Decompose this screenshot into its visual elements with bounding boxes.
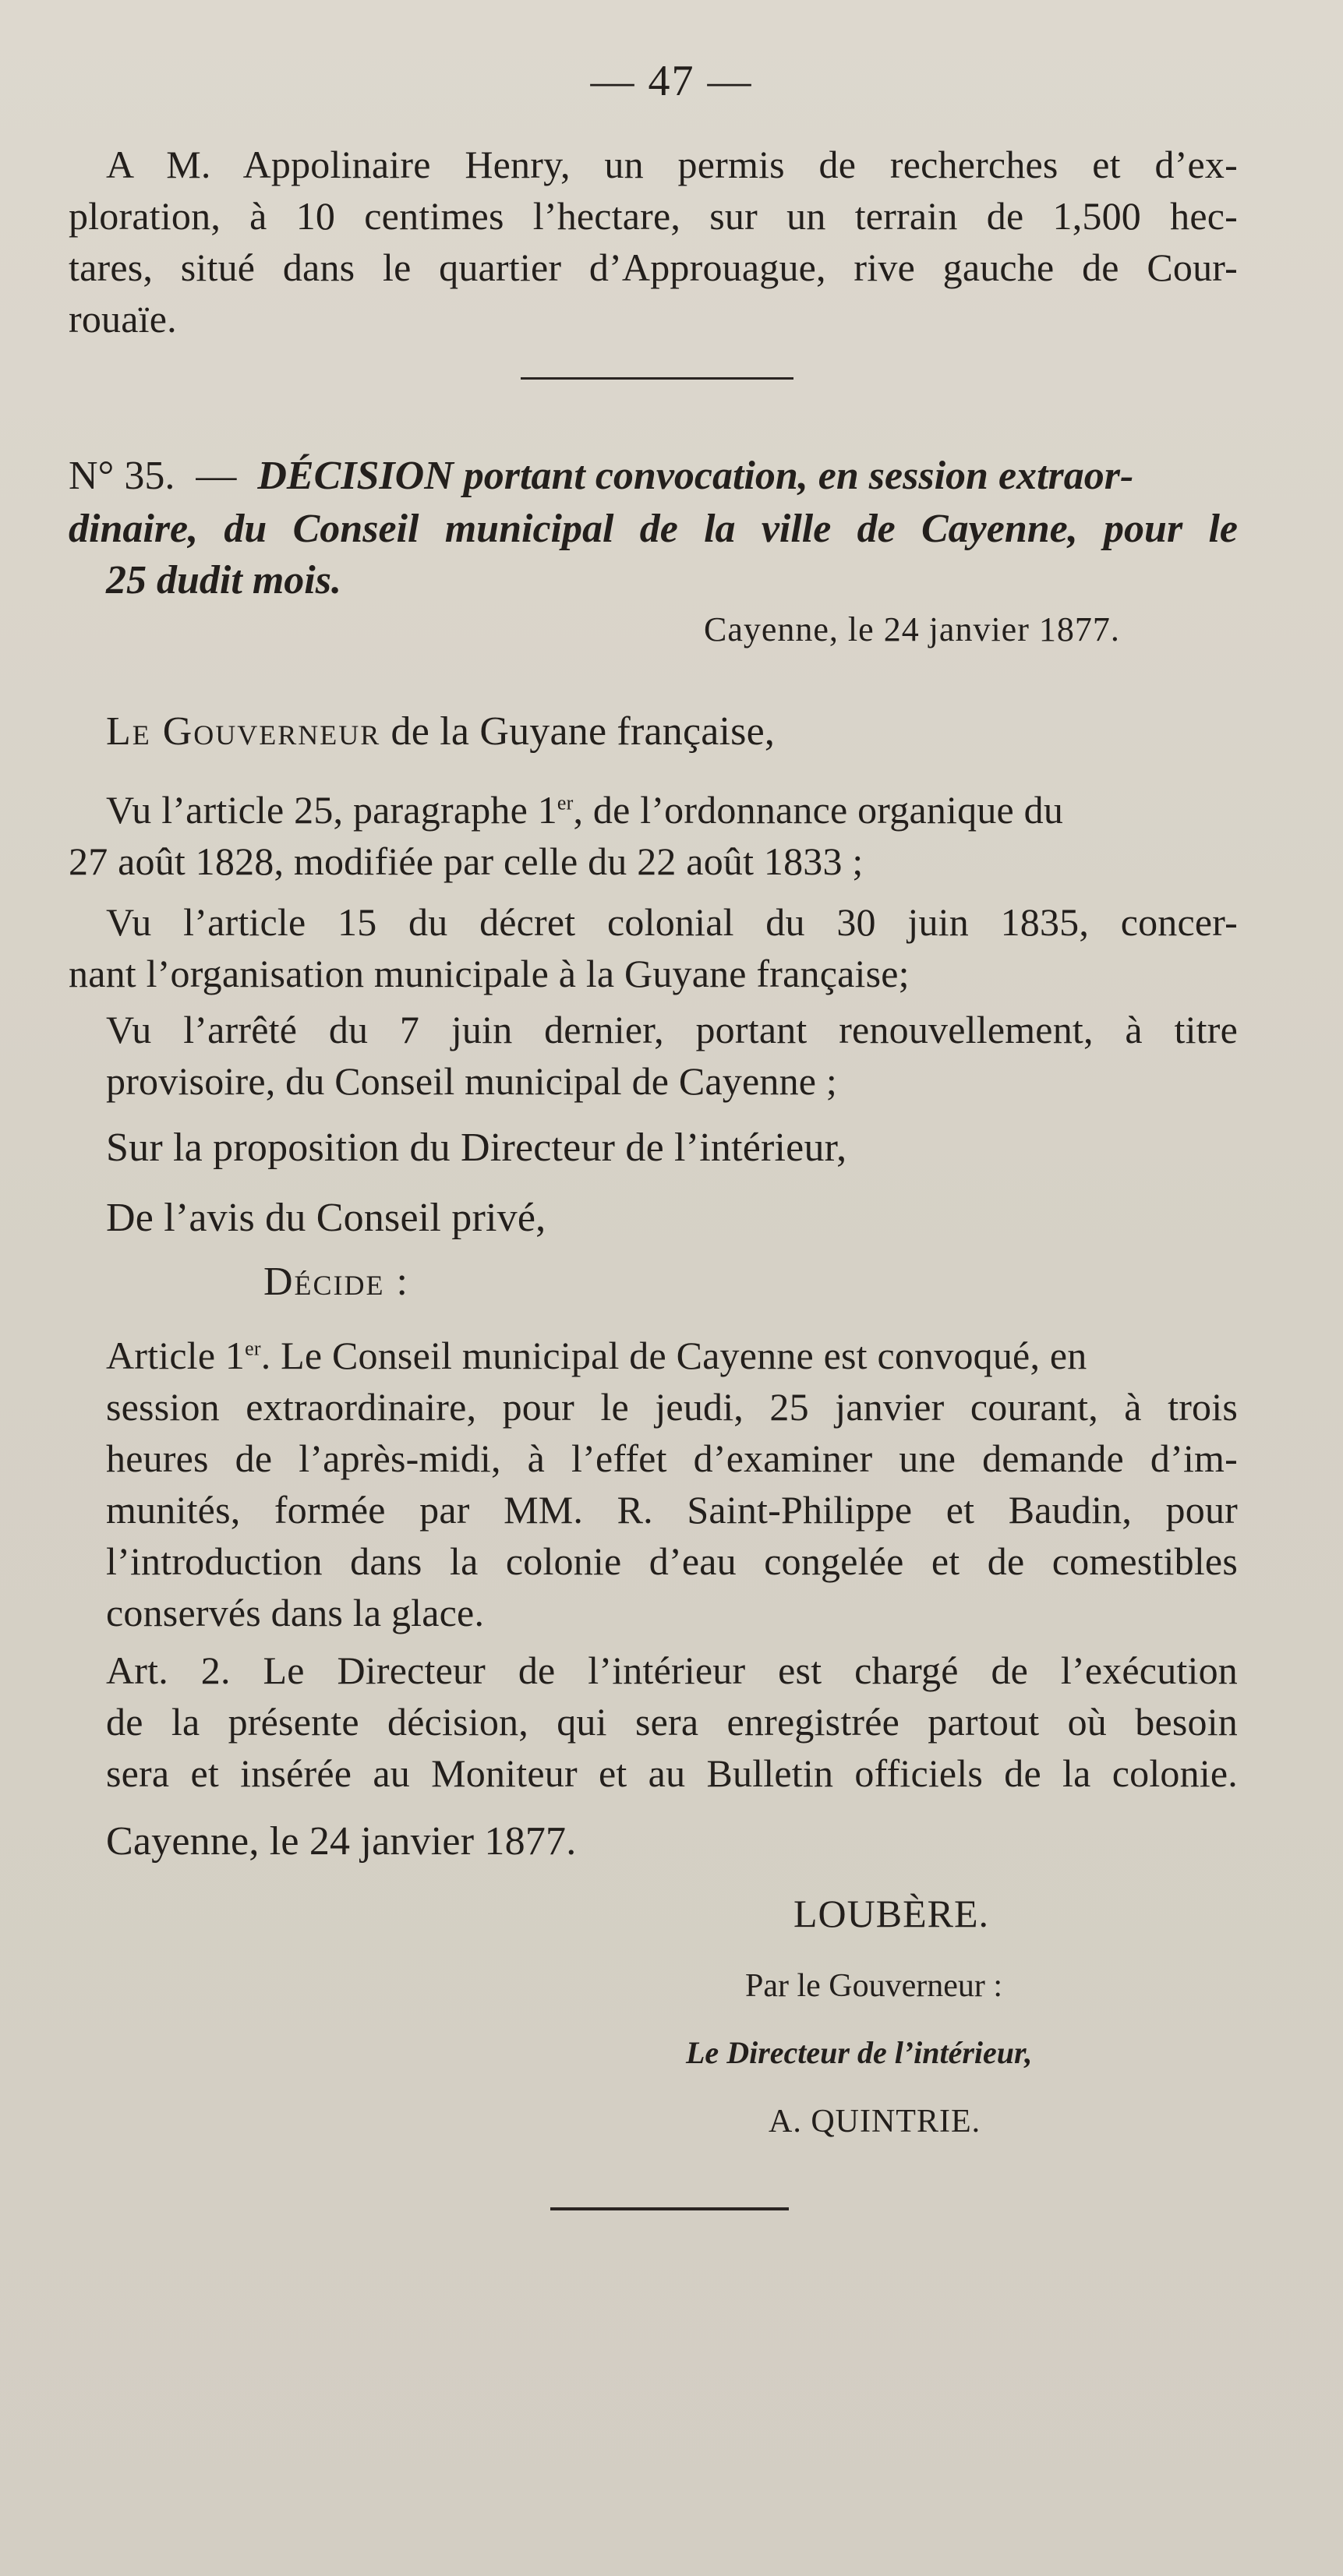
vu1-text-a: Vu l’article 25, paragraphe 1 [106, 788, 557, 832]
signature-signer: A. QUINTRIE. [769, 2104, 981, 2140]
decision-number: N° 35. [69, 454, 175, 498]
proposition-line: Sur la proposition du Directeur de l’intérieur, [106, 1125, 847, 1170]
vu1-line-1 [106, 784, 1238, 836]
intro-line-3: tares, situé dans le quartier d’Approuague, rive gauche de Cour- [69, 246, 1238, 289]
vu1-sup: er [557, 791, 574, 814]
article1-text: . Le Conseil municipal de Cayenne est convoqué, en [260, 1334, 1087, 1377]
intro-line-1: A M. Appolinaire Henry, un permis de recherches et d’ex- [106, 143, 1238, 186]
governor-line [106, 706, 1236, 758]
decision-title-1: DÉCISION portant convocation, en session extraor- [257, 454, 1134, 498]
article2-line-1: Art. 2. Le Directeur de l’intérieur est chargé de l’exécution [106, 1648, 1238, 1692]
vu1-text-b: , de l’ordonnance organique du [573, 788, 1064, 832]
page-number: — 47 — [590, 57, 753, 105]
avis-line: De l’avis du Conseil privé, [106, 1196, 546, 1240]
article1-line-1 [106, 1330, 1238, 1381]
decision-title-line-2: dinaire, du Conseil municipal de la ville de Cayenne, pour le [69, 507, 1238, 551]
vu1-line-2: 27 août 1828, modifiée par celle du 22 août 1833 ; [69, 839, 864, 883]
vu2-line-1: Vu l’article 15 du décret colonial du 30 juin 1835, concer- [106, 900, 1238, 944]
article1-line-5: l’introduction dans la colonie d’eau congelée et de comestibles [106, 1539, 1238, 1583]
article2-line-2: de la présente décision, qui sera enregistrée partout où besoin [106, 1700, 1238, 1744]
article1-line-4: munités, formée par MM. R. Saint-Philippe et Baudin, pour [106, 1488, 1238, 1532]
section-divider [521, 377, 793, 380]
vu2-line-2: nant l’organisation municipale à la Guyane française; [69, 952, 910, 995]
decide-heading: Décide : [263, 1260, 409, 1304]
decision-title-line-1 [69, 451, 1238, 502]
article1-line-3: heures de l’après-midi, à l’effet d’examiner une demande d’im- [106, 1436, 1238, 1480]
footer-divider [550, 2207, 789, 2210]
article1-head: Article 1 [106, 1334, 246, 1377]
intro-line-2: ploration, à 10 centimes l’hectare, sur un terrain de 1,500 hec- [69, 194, 1238, 238]
signature-name: LOUBÈRE. [793, 1892, 990, 1935]
governor-rest: de la Guyane française, [380, 709, 776, 754]
signature-role: Le Directeur de l’intérieur, [686, 2035, 1033, 2070]
decision-dash: — [196, 454, 237, 498]
article1-line-2: session extraordinaire, pour le jeudi, 25 janvier courant, à trois [106, 1385, 1238, 1429]
signature-par: Par le Gouverneur : [745, 1968, 1003, 2004]
vu3-line-1: Vu l’arrêté du 7 juin dernier, portant renouvellement, à titre [106, 1008, 1238, 1051]
decision-title-line-3: 25 dudit mois. [106, 558, 341, 602]
article2-line-3: sera et insérée au Moniteur et au Bulletin officiels de la colonie. [106, 1751, 1238, 1795]
article1-line-6: conservés dans la glace. [106, 1591, 485, 1634]
article1-sup: er [245, 1337, 261, 1360]
intro-line-4: rouaïe. [69, 297, 177, 341]
vu3-line-2: provisoire, du Conseil municipal de Cayenne ; [106, 1059, 837, 1103]
governor-label: Le Gouverneur [106, 709, 381, 754]
closing-line: Cayenne, le 24 janvier 1877. [106, 1819, 577, 1864]
decision-place-date: Cayenne, le 24 janvier 1877. [704, 610, 1120, 648]
